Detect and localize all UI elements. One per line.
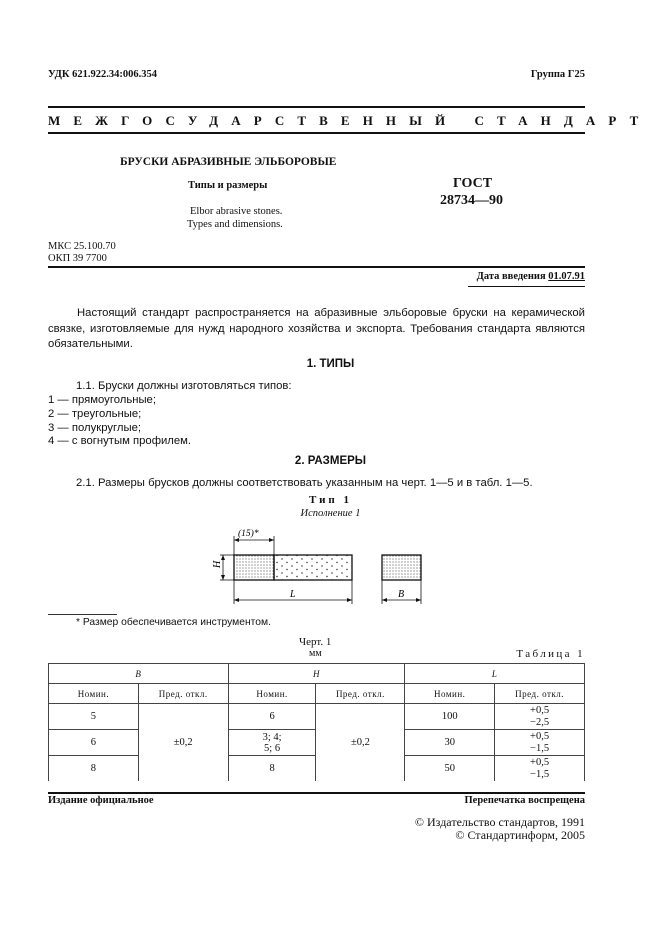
subheader: Пред. откл.: [138, 684, 228, 704]
footer-rule: [48, 792, 585, 794]
intro-paragraph: Настоящий стандарт распространяется на абразивные эльборовые бруски на керамической связке, изготовляемые для нужд народного хозяйства и экспорта. Требования стандарта являются обязательными.: [48, 307, 585, 350]
list-item: 3 — полукруглые;: [48, 421, 142, 434]
section2-text: 2.1. Размеры брусков должны соответствовать указанным на черт. 1—5 и в табл. 1—5.: [76, 477, 533, 489]
copyright-1: © Издательство стандартов, 1991: [414, 815, 585, 829]
cell-l-tol: [495, 730, 585, 756]
cell-h: 8: [228, 756, 316, 782]
cell-h-tol: ±0,2: [316, 704, 405, 782]
header-b: B: [49, 664, 229, 684]
section1-heading: 1. ТИПЫ: [306, 358, 355, 370]
standard-banner: МЕЖГОСУДАРСТВЕННЫЙ СТАНДАРТ: [48, 113, 652, 128]
title-en-1: Elbor abrasive stones.: [190, 206, 283, 217]
top-rule: [48, 106, 585, 108]
doc-subtitle: Типы и размеры: [188, 180, 268, 191]
copyright-2: © Стандартинформ, 2005: [455, 828, 585, 842]
title-en-2: Types and dimensions.: [187, 219, 283, 230]
gost-number: 28734—90: [440, 193, 503, 208]
dim-h-label: H: [212, 560, 223, 568]
subheader: Пред. откл.: [316, 684, 405, 704]
tol-upper: +0,5: [530, 704, 550, 716]
figure-type-label: Тип 1: [309, 494, 352, 506]
dimensions-table: [48, 663, 585, 781]
intro-date: [477, 271, 585, 282]
cell-b: 8: [49, 756, 139, 782]
types-list: [48, 394, 191, 449]
cell-h: 3; 4; 5; 6: [228, 730, 316, 756]
cell-l: 50: [405, 756, 495, 782]
udk-code: УДК 621.922.34:006.354: [48, 69, 157, 80]
tol-lower: −2,5: [530, 716, 550, 728]
header-h: H: [228, 664, 405, 684]
cell-h: 6: [228, 704, 316, 730]
tol-upper: +0,5: [530, 730, 550, 742]
section1-lead: 1.1. Бруски должны изготовляться типов:: [76, 380, 292, 392]
codes-rule: [48, 266, 585, 268]
list-item: 1 — прямоугольные;: [48, 394, 156, 406]
group-code: Группа Г25: [530, 69, 585, 80]
subheader: Номин.: [228, 684, 316, 704]
cell-l-tol: [495, 756, 585, 782]
gost-label: ГОСТ: [453, 176, 493, 191]
dim-l-label: L: [290, 589, 296, 600]
subheader: Номин.: [405, 684, 495, 704]
figure-caption: Черт. 1: [299, 636, 332, 648]
figure-variant-label: Исполнение 1: [300, 508, 361, 519]
dim-15-label: (15)*: [238, 529, 259, 539]
cell-l: 100: [405, 704, 495, 730]
banner-rule: [48, 132, 585, 134]
reprint-notice: Перепечатка воспрещена: [464, 795, 585, 806]
dim-b-label: B: [398, 589, 405, 600]
mks-code: МКС 25.100.70: [48, 241, 116, 252]
table-row: [49, 704, 585, 730]
table-unit: мм: [309, 648, 322, 659]
tol-upper: +0,5: [530, 756, 550, 768]
section2-heading: 2. РАЗМЕРЫ: [294, 455, 367, 467]
okp-code: ОКП 39 7700: [48, 253, 107, 264]
footnote-rule: [48, 614, 117, 615]
cell-b: 5: [49, 704, 139, 730]
subheader: Пред. откл.: [495, 684, 585, 704]
date-rule: [468, 286, 585, 287]
intro-date-label: Дата введения: [476, 271, 546, 282]
cell-l: 30: [405, 730, 495, 756]
doc-title: БРУСКИ АБРАЗИВНЫЕ ЭЛЬБОРОВЫЕ: [120, 156, 337, 168]
cell-b: 6: [49, 730, 139, 756]
edition-official: Издание официальное: [48, 795, 154, 806]
tol-lower: −1,5: [530, 742, 550, 754]
cell-l-tol: [495, 704, 585, 730]
header-l: L: [405, 664, 585, 684]
cell-b-tol: ±0,2: [138, 704, 228, 782]
footnote: * Размер обеспечивается инструментом.: [76, 617, 271, 628]
list-item: 4 — с вогнутым профилем.: [48, 435, 192, 448]
table-title: Таблица 1: [516, 648, 585, 660]
tol-lower: −1,5: [530, 768, 550, 780]
intro-date-value: 01.07.91: [548, 271, 585, 282]
list-item: 2 — треугольные;: [48, 407, 142, 420]
drawing-type1: [200, 522, 430, 612]
subheader: Номин.: [49, 684, 139, 704]
